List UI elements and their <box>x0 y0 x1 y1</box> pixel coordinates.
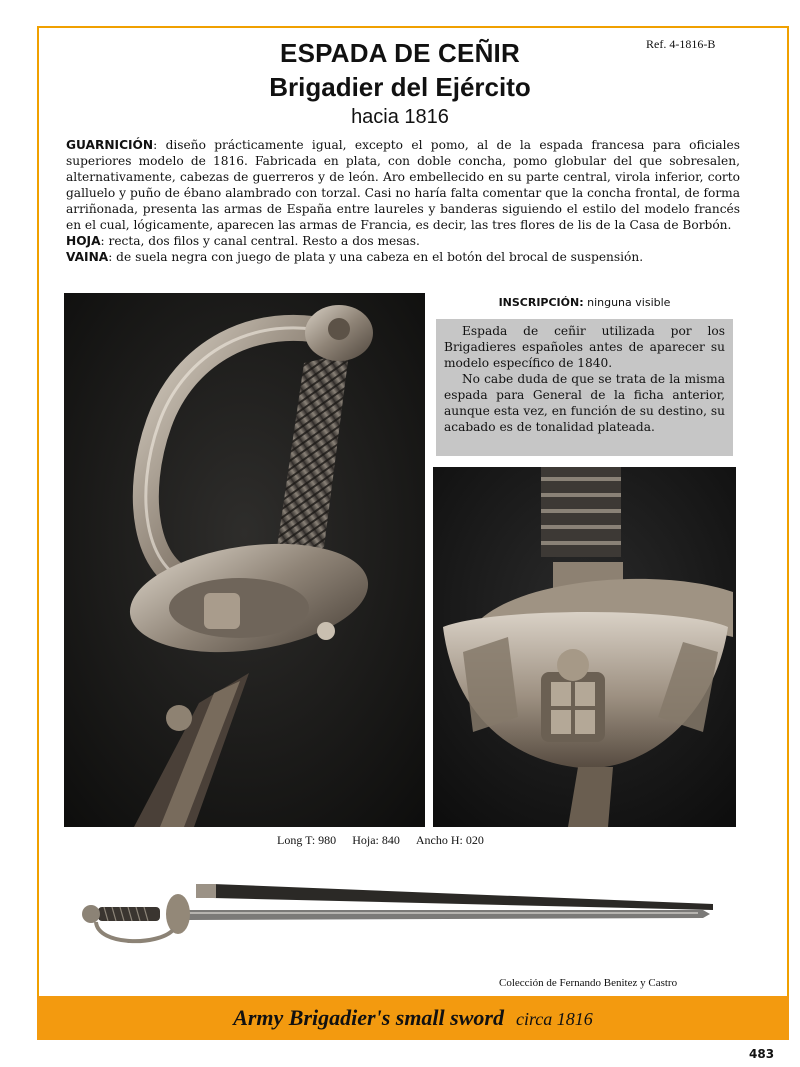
guard-detail-image <box>433 467 736 827</box>
note-box <box>436 319 733 456</box>
measurements <box>277 833 500 848</box>
full-sword-image <box>78 880 718 950</box>
hoja-text: : recta, dos filos y canal central. Resto a dos mesas. <box>100 234 420 248</box>
guarnicion-label: GUARNICIÓN <box>66 138 154 152</box>
inscription-label: INSCRIPCIÓN: <box>498 296 584 309</box>
collection-credit: Colección de Fernando Benitez y Castro <box>499 977 678 989</box>
page-number: 483 <box>749 1047 775 1061</box>
full-sword-photo <box>78 880 718 950</box>
hilt-photo-image <box>64 293 425 827</box>
hilt-photo <box>64 293 425 827</box>
guarnicion-text: : diseño prácticamente igual, excepto el pomo, al de la espada francesa para oficiales superiores modelo de 1816. Fabricada en plata, con doble concha, pomo globular del que sobresalen, alternativamente, cabezas de guerreros y de león. Aro embellecido en su parte central, virola inferior, corto galluelo y puño de ébano alambrado con torzal. Casi no haría falta comentar que la concha frontal, de forma arriñonada, presenta las armas de España entre laureles y banderas siguiendo el estilo del modelo francés en el cual, lógicamente, aparecen las armas de Francia, es decir, las tres flores de lis de la Casa de Borbón. <box>66 138 740 232</box>
note-paragraph-2: No cabe duda de que se trata de la misma espada para General de la ficha anterior, aunque esta vez, en función de su destino, su acabado es de tonalidad plateada. <box>444 372 725 434</box>
reference-code: Ref. 4-1816-B <box>646 37 716 51</box>
page-title: ESPADA DE CEÑIR <box>280 38 520 68</box>
banner-subtitle: circa 1816 <box>515 1009 593 1029</box>
guard-detail-photo <box>433 467 736 827</box>
length-total: Long T: 980 <box>277 833 337 847</box>
hoja-paragraph <box>66 233 740 249</box>
inscription <box>433 296 736 309</box>
vaina-paragraph <box>66 249 740 265</box>
vaina-label: VAINA <box>66 250 109 264</box>
guarnicion-paragraph <box>66 137 740 233</box>
blade-width: Ancho H: 020 <box>415 833 484 847</box>
page-subtitle: Brigadier del Ejército <box>269 72 531 102</box>
blade-length: Hoja: 840 <box>352 833 400 847</box>
description <box>66 137 740 265</box>
vaina-text: : de suela negra con juego de plata y una cabeza en el botón del brocal de suspensión. <box>108 250 644 264</box>
inscription-value: ninguna visible <box>583 296 671 309</box>
hoja-label: HOJA <box>66 234 101 248</box>
english-title-banner <box>37 996 789 1040</box>
page-date: hacia 1816 <box>351 106 449 128</box>
note-paragraph-1: Espada de ceñir utilizada por los Brigadieres españoles antes de aparecer su modelo específico de 1840. <box>444 324 725 370</box>
banner-title: Army Brigadier's small sword <box>233 1005 504 1030</box>
